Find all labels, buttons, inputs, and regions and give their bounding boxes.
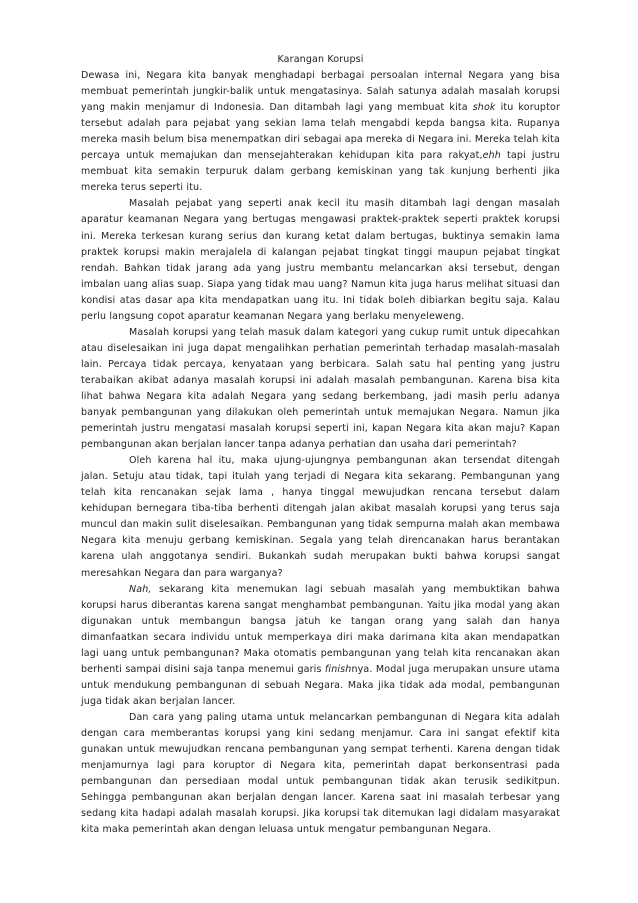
italic-text-run: shok: [472, 102, 496, 114]
italic-text-run: ehh: [482, 150, 501, 162]
text-run: Dewasa ini, Negara kita banyak menghadapi berbagai persoalan internal Negara yang bisa membuat pemerintah jungkir-balik untuk mengatasinya. Salah satunya adalah masalah korupsi yang makin menjamur di Indonesia. Dan ditambah lagi yang membuat kita: [81, 70, 560, 114]
text-run: nya. Modal juga merupakan unsure utama untuk mendukung pembangunan di sebuah Negara. Maka jika tidak ada modal, pembangunan juga tidak akan berjalan lancer.: [81, 663, 560, 707]
document-page: [81, 52, 560, 838]
paragraph-1: [81, 68, 560, 196]
paragraph-6: [81, 710, 560, 838]
document-title: Karangan Korupsi: [277, 54, 364, 65]
text-run: Masalah korupsi yang telah masuk dalam kategori yang cukup rumit untuk dipecahkan atau diselesaikan ini juga dapat mengalihkan perhatian pemerintah terhadap masalah-masalah lain. Percaya tidak percaya, kenyataan yang berbicara. Salah satu hal penting yang justru terabaikan akibat adanya masalah korupsi ini adalah masalah pembangunan. Karena bisa kita lihat bahwa Negara kita adalah Negara yang sedang berkembang, jadi masih perlu adanya banyak pembangunan yang dilakukan oleh pemerintah untuk memajukan Negara. Namun jika pemerintah justru mengatasi masalah korupsi seperti ini, kapan Negara kita akan maju? Kapan pembangunan akan berjalan lancer tanpa adanya perhatian dan usaha dari pemerintah?: [81, 326, 560, 451]
paragraph-5: [81, 582, 560, 710]
text-run: tapi justru membuat kita semakin terpuruk dalam gerbang kemiskinan yang tak kunjung berhenti jika mereka terus seperti itu.: [81, 150, 560, 194]
text-run: Oleh karena hal itu, maka ujung-ujungnya pembangunan akan tersendat ditengah jalan. Setuju atau tidak, tapi itulah yang terjadi di Negara kita sekarang. Pembangunan yang telah kita rencanakan sejak lama , hanya tinggal mewujudkan rencana tersebut dalam kehidupan bernegara tiba-tiba berhenti ditengah jalan akibat masalah korupsi yang terus saja muncul dan makin sulit diselesaikan. Pembangunan yang tidak sempurna malah akan membawa Negara kita menuju gerbang kemiskinan. Segala yang telah direncanakan harus berantakan karena ulah anggotanya sendiri. Bukankah sudah merupakan bukti bahwa korupsi sangat meresahkan Negara dan para warganya?: [81, 455, 560, 579]
text-run: Dan cara yang paling utama untuk melancarkan pembangunan di Negara kita adalah dengan cara memberantas korupsi yang kini sedang menjamur. Cara ini sangat efektif kita gunakan untuk mewujudkan rencana pembangunan yang sempat terhenti. Karena dengan tidak menjamurnya lagi para koruptor di Negara kita, pemerintah dapat berkonsentrasi pada pembangunan dan persediaan modal untuk pembangunan tidak akan terusik sedikitpun. Sehingga pembangunan akan berjalan dengan lancer. Karena saat ini masalah terbesar yang sedang kita hadapi adalah masalah korupsi. Jika korupsi tak ditemukan lagi didalam masyarakat kita maka pemerintah akan dengan leluasa untuk mengatur pembangunan Negara.: [81, 711, 560, 836]
paragraph-4: [81, 453, 560, 581]
text-run: sekarang kita menemukan lagi sebuah masalah yang membuktikan bahwa korupsi harus diberantas karena sangat menghambat pembangunan. Yaitu jika modal yang akan digunakan untuk membangun bangsa jatuh ke tangan orang yang salah dan hanya dimanfaatkan secara individu untuk memperkaya diri maka darimana kita akan mendapatkan lagi uang untuk pembangunan? Maka otomatis pembangunan yang telah kita rencanakan akan berhenti sampai disini saja tanpa menemui garis: [81, 583, 560, 675]
italic-text-run: finish: [324, 663, 352, 675]
text-run: itu koruptor tersebut adalah para pejabat yang sekian lama telah mengabdi kepda bangsa kita. Rupanya mereka masih belum bisa menempatkan diri sebagai apa mereka di Negara ini. Mereka telah kita percaya untuk memajukan dan mensejahterakan kehidupan kita para rakyat,: [81, 102, 560, 162]
text-run: Masalah pejabat yang seperti anak kecil itu masih ditambah lagi dengan masalah aparatur keamanan Negara yang bertugas mengawasi praktek-praktek seperti praktek korupsi ini. Mereka terkesan kurang serius dan kurang ketat dalam bertugas, buktinya semakin lama praktek korupsi makin merajalela di kalangan pejabat tingkat tinggi maupun pejabat tingkat rendah. Bahkan tidak jarang ada yang justru membantu melancarkan aksi tersebut, dengan imbalan uang alias suap. Siapa yang tidak mau uang? Namun kita juga harus melihat situasi dan kondisi atas dasar apa kita mendapatkan uang itu. Ini tidak boleh dibiarkan begitu saja. Kalau perlu langsung copot aparatur keamanan Negara yang berlaku menyeleweng.: [81, 198, 560, 322]
paragraph-2: [81, 196, 560, 324]
italic-text-run: Nah,: [129, 583, 152, 595]
paragraph-3: [81, 325, 560, 453]
